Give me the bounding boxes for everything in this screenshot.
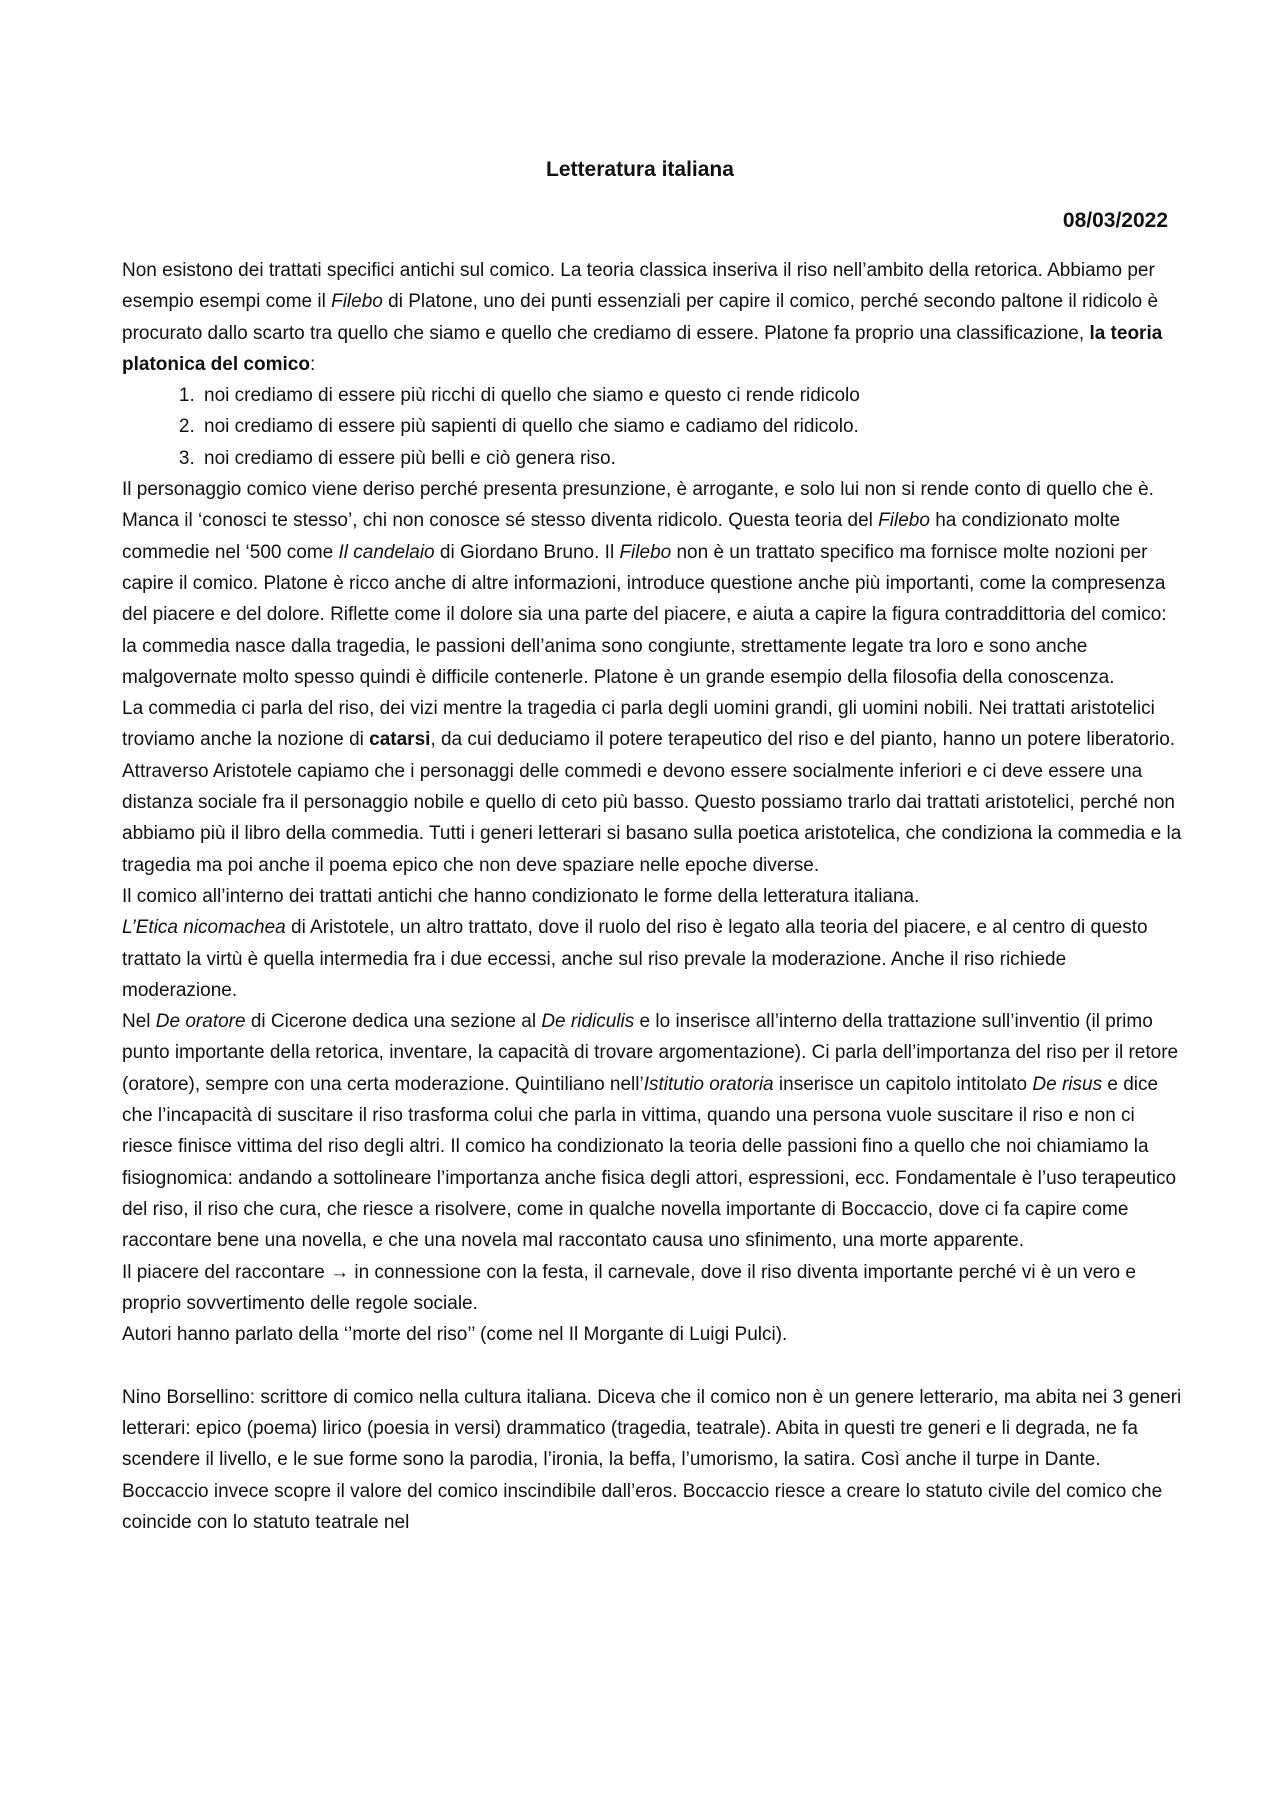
text-run: : — [309, 353, 316, 375]
list-item: 3. noi crediamo di essere più belli e ciò genera riso. — [200, 443, 1182, 474]
paragraph-borsellino: Nino Borsellino: scrittore di comico nella cultura italiana. Diceva che il comico non è un genere letterario, ma abita nei 3 generi letterari: epico (poema) lirico (poesia in versi) drammatico (tragedia, teatrale). Abita in questi tre generi e li degrada, ne fa scendere il livello, e le sue forme sono la parodia, l’ironia, la beffa, l’umorismo, la satira. Così anche il turpe in Dante. Boccaccio invece scopre il valore del comico inscindibile dall’eros. Boccaccio riesce a creare lo statuto civile del comico che coincide con lo statuto teatrale nel — [122, 1386, 1182, 1533]
paragraph-cicerone-quintiliano — [122, 1006, 1182, 1256]
arrow-icon: → — [330, 1261, 350, 1283]
numbered-list — [122, 380, 1182, 474]
text-run: Il piacere del raccontare — [122, 1261, 331, 1283]
paragraph-piacere-raccontare — [122, 1257, 1182, 1320]
italic-title: Filebo — [331, 291, 383, 313]
italic-title: Filebo — [619, 541, 672, 563]
paragraph-morte-del-riso: Autori hanno parlato della ‘’morte del riso’’ (come nel Il Morgante di Luigi Pulci). — [122, 1324, 788, 1346]
text-run: inserisce un capitolo intitolato — [773, 1073, 1033, 1095]
text-run: , da cui deduciamo il potere terapeutico del riso e del pianto, hanno un potere liberatorio. Attraverso Aristotele capiamo che i personaggi delle commedi e devono essere socialmente inferiori e ci deve essere una distanza sociale fra il personaggio nobile e quello di ceto più basso. Questo possiamo trarlo dai trattati aristotelici, perché non abbiamo più il libro della commedia. Tutti i generi letterari si basano sulla poetica aristotelica, che condiziona la commedia e la tragedia ma poi anche il poema epico che non deve spaziare nelle epoche diverse. — [122, 729, 1182, 876]
italic-title: L’Etica nicomachea — [122, 917, 286, 939]
italic-title: De risus — [1032, 1073, 1103, 1095]
italic-title: Istitutio oratoria — [643, 1073, 774, 1095]
paragraph-etica-nicomachea — [122, 912, 1182, 1006]
text-run: Il personaggio comico viene deriso perché presenta presunzione, è arrogante, e solo lui non si rende conto di quello che è. Manca il ‘conosci te stesso’, chi non conosce sé stesso diventa ridicolo. Questa teoria del — [122, 479, 1154, 532]
list-item: 1. noi crediamo di essere più ricchi di quello che siamo e questo ci rende ridicolo — [200, 380, 1182, 411]
text-run: Non esistono dei trattati specifici antichi sul comico. La teoria classica inseriva il riso nell’ambito della retorica. Abbiamo per esempio esempi come il — [122, 260, 1155, 313]
document-body — [122, 255, 1182, 1538]
paragraph-aristotele — [122, 693, 1182, 881]
text-run: ha condizionato molte commedie nel ‘500 come — [122, 510, 1121, 563]
text-run: di Giordano Bruno. Il — [434, 541, 620, 563]
text-run: e lo inserisce all’interno della trattazione sull’inventio (il primo punto importante della retorica, inventare, la capacità di trovare argomentazione). Ci parla dell’importanza del riso per il retore (oratore), sempre con una certa moderazione. Quintiliano nell’ — [122, 1011, 1179, 1095]
bold-term: la teoria platonica del comico — [122, 322, 1163, 375]
text-run: La commedia ci parla del riso, dei vizi mentre la tragedia ci parla degli uomini grandi, gli uomini nobili. Nei trattati aristotelici troviamo anche la nozione di — [122, 698, 1155, 751]
text-run: non è un trattato specifico ma fornisce molte nozioni per capire il comico. Platone è ricco anche di altre informazioni, introduce questione anche più importanti, come la compresenza del piacere e del dolore. Riflette come il dolore sia una parte del piacere, e aiuta a capire la figura contraddittoria del comico: la commedia nasce dalla tragedia, le passioni dell’anima sono congiunte, strettamente legate tra loro e sono anche malgovernate molto spesso quindi è difficile contenerle. Platone è un grande esempio della filosofia della conoscenza. — [122, 541, 1167, 688]
paragraph-trattati-antichi: Il comico all’interno dei trattati antichi che hanno condizionato le forme della letteratura italiana. — [122, 885, 920, 907]
text-run: e dice che l’incapacità di suscitare il riso trasforma colui che parla in vittima, quando una persona vuole suscitare il riso e non ci riesce finisce vittima del riso degli altri. Il comico ha condizionato la teoria delle passioni fino a quello che noi chiamiamo la fisiognomica: andando a sottolineare l’importanza anche fisica degli attori, espressioni, ecc. Fondamentale è l’uso terapeutico del riso, il riso che cura, che riesce a risolvere, come in qualche novella importante di Boccaccio, dove ci fa capire come raccontare bene una novella, e che una novela mal raccontato causa uno sfinimento, una morte apparente. — [122, 1073, 1177, 1252]
italic-title: Filebo — [878, 510, 930, 532]
text-run: di Platone, uno dei punti essenziali per capire il comico, perché secondo paltone il ridicolo è procurato dallo scarto tra quello che siamo e quello che crediamo di essere. Platone fa proprio una classificazione, — [122, 291, 1159, 344]
text-run: Nel — [122, 1011, 156, 1033]
text-run: di Cicerone dedica una sezione al — [245, 1011, 542, 1033]
italic-title: De ridiculis — [541, 1011, 635, 1033]
text-run: di Aristotele, un altro trattato, dove il ruolo del riso è legato alla teoria del piacere, e al centro di questo trattato la virtù è quella intermedia fra i due eccessi, anche sul riso prevale la moderazione. Anche il riso richiede moderazione. — [122, 917, 1148, 1001]
text-run: in connessione con la festa, il carnevale, dove il riso diventa importante perché vi è un vero e proprio sovvertimento delle regole sociale. — [122, 1261, 1136, 1314]
paragraph-platone — [122, 255, 1182, 380]
document-title: Letteratura italiana — [546, 158, 734, 181]
italic-title: De oratore — [155, 1011, 246, 1033]
bold-term: catarsi — [369, 729, 431, 751]
paragraph-personaggio-comico — [122, 474, 1182, 693]
italic-title: Il candelaio — [338, 541, 435, 563]
document-date: 08/03/2022 — [1062, 209, 1168, 232]
list-item: 2. noi crediamo di essere più sapienti di quello che siamo e cadiamo del ridicolo. — [200, 411, 1182, 442]
